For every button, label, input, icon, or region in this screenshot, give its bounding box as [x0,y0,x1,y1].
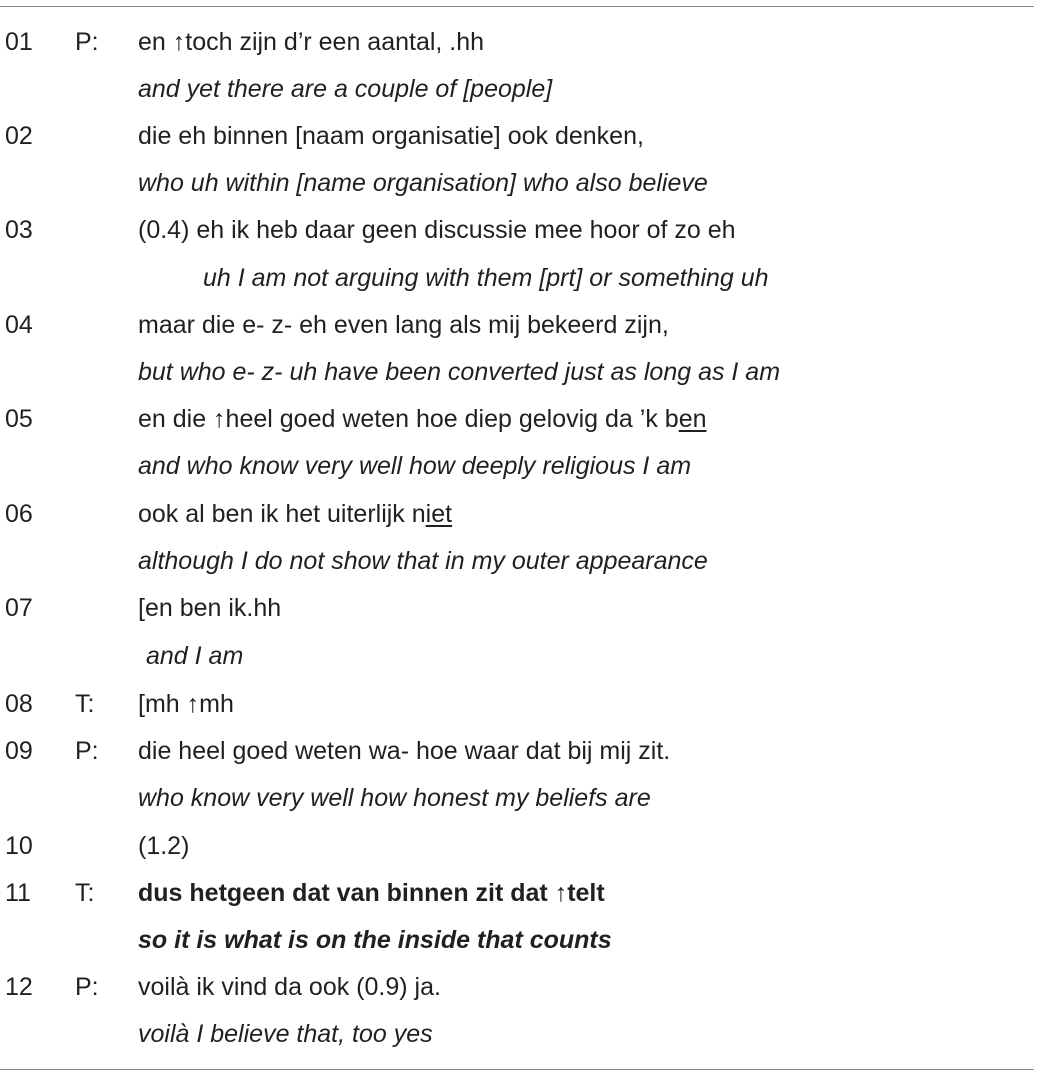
translation: who uh within [name organisation] who also believe [138,169,708,197]
translation: who know very well how honest my beliefs are [138,784,651,812]
line-number: 10 [5,832,33,860]
original-utterance: maar die e- z- eh even lang als mij bekeerd zijn, [138,311,669,339]
line-number: 04 [5,311,33,339]
speaker-label: P: [75,973,99,1001]
original-utterance: die heel goed weten wa- hoe waar dat bij mij zit. [138,737,671,765]
translation: and yet there are a couple of [people] [138,75,553,103]
line-number: 03 [5,216,33,244]
line-number: 01 [5,28,33,56]
bottom-rule [0,1069,1034,1070]
top-rule [0,6,1034,7]
original-utterance: en die ↑heel goed weten hoe diep gelovig da ’k ben [138,405,707,433]
speaker-label: T: [75,879,95,907]
original-utterance: [mh ↑mh [138,690,234,718]
original-utterance: voilà ik vind da ook (0.9) ja. [138,973,441,1001]
translation: and I am [146,642,244,670]
translation: so it is what is on the inside that counts [138,926,612,954]
translation: voilà I believe that, too yes [138,1020,433,1048]
line-number: 08 [5,690,33,718]
speaker-label: P: [75,737,99,765]
stressed-syllable: en [678,405,707,433]
original-utterance: ook al ben ik het uiterlijk niet [138,500,453,528]
translation: although I do not show that in my outer appearance [138,547,708,575]
line-number: 11 [5,879,31,907]
original-utterance: en ↑toch zijn d’r een aantal, .hh [138,28,485,56]
translation: uh I am not arguing with them [prt] or something uh [203,264,769,292]
line-number: 09 [5,737,33,765]
line-number: 07 [5,594,33,622]
line-number: 12 [5,973,33,1001]
stressed-syllable: iet [425,500,453,528]
line-number: 02 [5,122,33,150]
speaker-label: P: [75,28,99,56]
original-utterance: dus hetgeen dat van binnen zit dat ↑telt [138,879,605,907]
original-utterance: [en ben ik.hh [138,594,282,622]
translation: but who e- z- uh have been converted just as long as I am [138,358,781,386]
original-utterance: die eh binnen [naam organisatie] ook denken, [138,122,644,150]
translation: and who know very well how deeply religious I am [138,452,692,480]
line-number: 05 [5,405,33,433]
line-number: 06 [5,500,33,528]
original-utterance: (0.4) eh ik heb daar geen discussie mee hoor of zo eh [138,216,736,244]
speaker-label: T: [75,690,95,718]
original-utterance: (1.2) [138,832,190,860]
